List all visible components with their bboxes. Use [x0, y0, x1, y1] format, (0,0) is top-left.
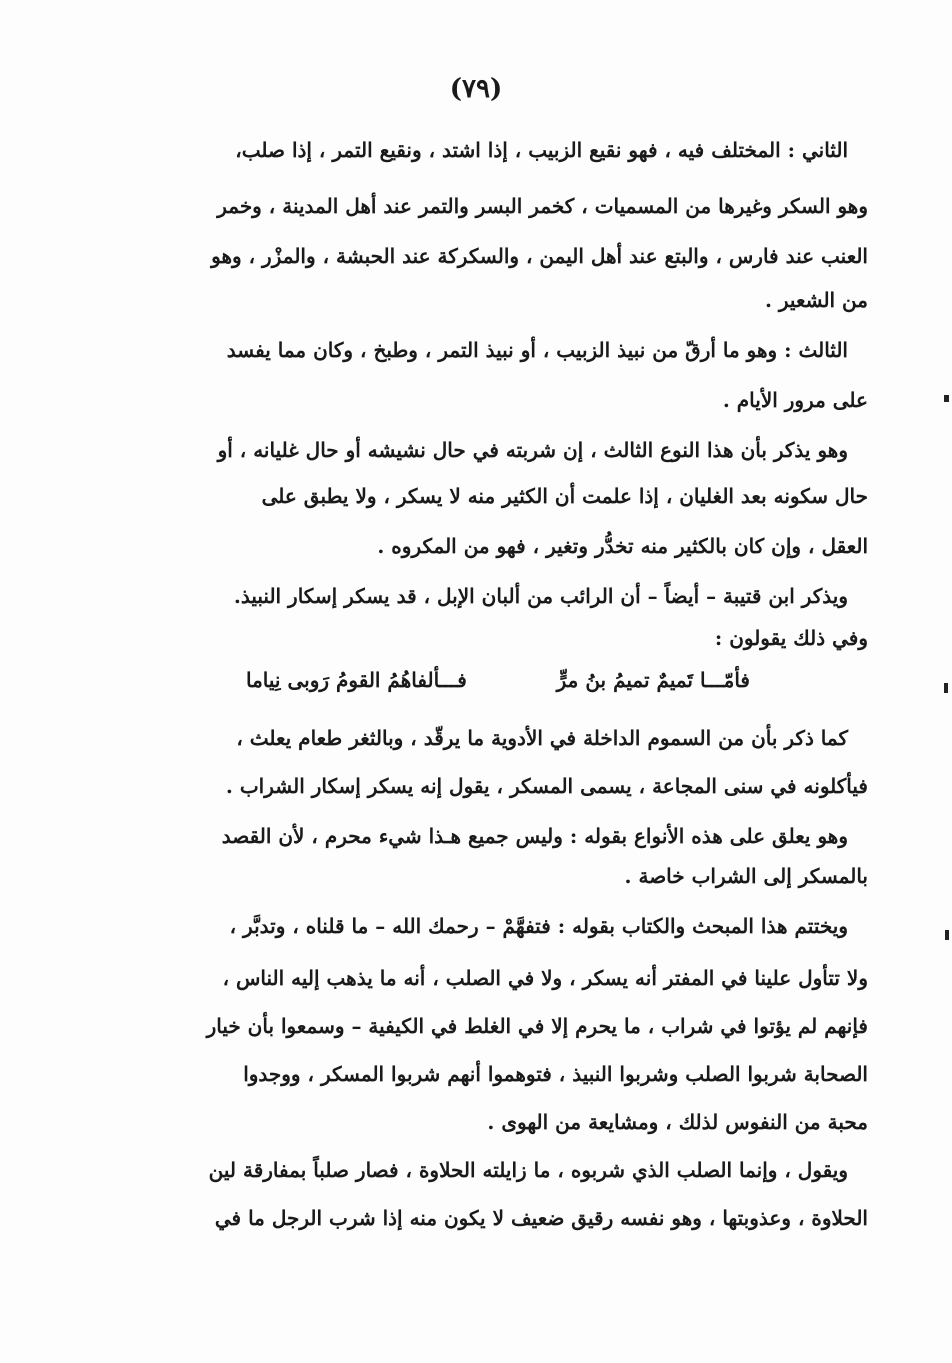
text-line: الحلاوة ، وعذوبتها ، وهو نفسه رقيق ضعيف لا يكون منه إذا شرب الرجل ما في: [214, 1206, 868, 1230]
text-line: وهو يعلق على هذه الأنواع بقوله : وليس جميع هـذا شيء محرم ، لأن القصد: [221, 824, 848, 848]
text-line: بالمسكر إلى الشراب خاصة .: [624, 864, 868, 888]
text-line: وهو يذكر بأن هذا النوع الثالث ، إن شربته في حال نشيشه أو حال غليانه ، أو: [217, 438, 848, 462]
text-line: الصحابة شربوا الصلب وشربوا النبيذ ، فتوهموا أنهم شربوا المسكر ، ووجدوا: [243, 1062, 868, 1086]
text-line: حال سكونه بعد الغليان ، إذا علمت أن الكثير منه لا يسكر ، ولا يطبق على: [261, 484, 868, 508]
verse-right-hemistich: فأمّـــا تَميمٌ تميمُ بنُ مرٍّ: [556, 668, 750, 692]
text-line: الثالث : وهو ما أرقّ من نبيذ الزبيب ، أو نبيذ التمر ، وطبخ ، وكان مما يفسد: [226, 338, 848, 362]
text-line: محبة من النفوس لذلك ، ومشايعة من الهوى .: [487, 1110, 868, 1134]
margin-speck: [944, 683, 948, 693]
text-line: ويذكر ابن قتيبة – أيضاً – أن الرائب من ألبان الإبل ، قد يسكر إسكار النبيذ.: [233, 584, 848, 608]
margin-speck: [944, 395, 949, 402]
text-line: فإنهم لم يؤتوا في شراب ، ما يحرم إلا في الغلط في الكيفية – وسمعوا بأن خيار: [206, 1014, 868, 1038]
text-line: من الشعير .: [764, 288, 868, 312]
text-line: وهو السكر وغيرها من المسميات ، كخمر البسر والتمر عند أهل المدينة ، وخمر: [217, 194, 868, 218]
text-line: الثاني : المختلف فيه ، فهو نقيع الزبيب ، إذا اشتد ، ونقيع التمر ، إذا صلب،: [235, 138, 848, 162]
text-line: على مرور الأيام .: [722, 388, 868, 412]
text-line: العقل ، وإن كان بالكثير منه تخدُّر وتغير ، فهو من المكروه .: [377, 534, 868, 558]
text-line: فيأكلونه في سنى المجاعة ، يسمى المسكر ، يقول إنه يسكر إسكار الشراب .: [225, 774, 868, 798]
verse-left-hemistich: فـــألفاهُمُ القومُ رَوبى نِياما: [246, 668, 467, 692]
page-number: (٧٩): [449, 74, 503, 104]
text-line: كما ذكر بأن من السموم الداخلة في الأدوية ما يرقّد ، وبالثغر طعام يعلث ،: [236, 726, 848, 750]
text-line: ويقول ، وإنما الصلب الذي شربوه ، ما زايلته الحلاوة ، فصار صلباً بمفارقة لين: [208, 1158, 848, 1182]
text-line: العنب عند فارس ، والبتع عند أهل اليمن ، والسكركة عند الحبشة ، والمزْر ، وهو: [211, 244, 868, 268]
text-line: وفي ذلك يقولون :: [714, 626, 868, 650]
text-line: ولا تتأول علينا في المفتر أنه يسكر ، ولا في الصلب ، أنه ما يذهب إليه الناس ،: [222, 966, 868, 990]
text-line: ويختتم هذا المبحث والكتاب بقوله : فتفهَّمْ – رحمك الله – ما قلناه ، وتدبَّر ،: [229, 914, 848, 938]
margin-speck: [945, 930, 949, 940]
